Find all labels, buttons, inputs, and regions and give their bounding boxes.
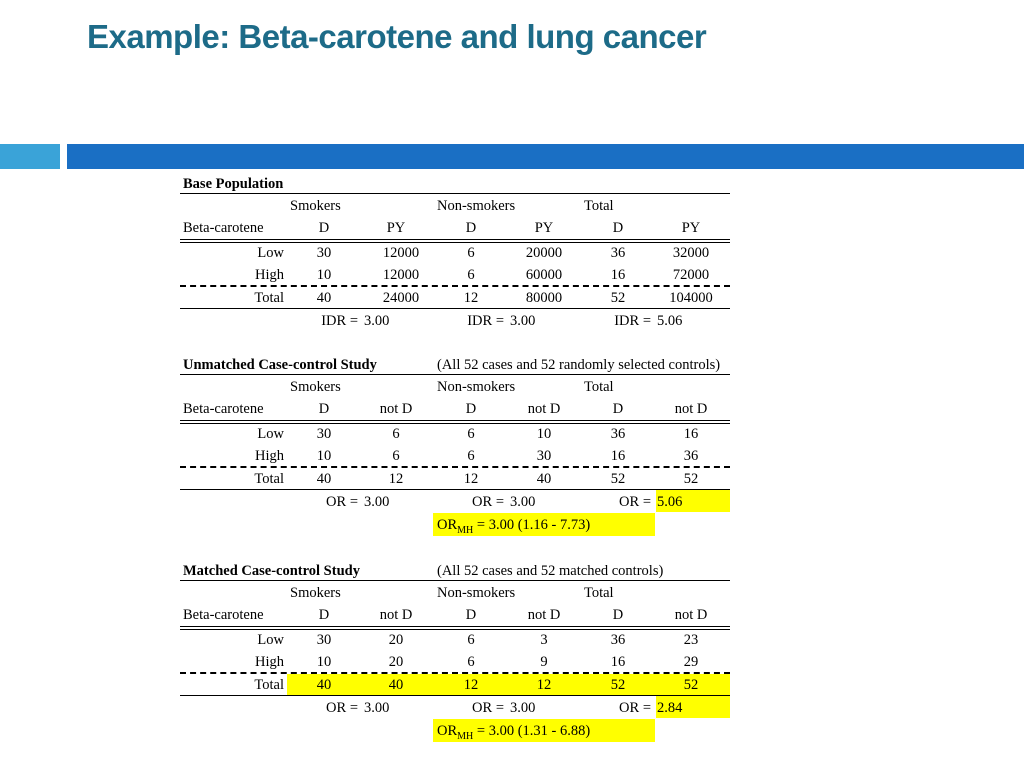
table-cell: 6 <box>392 448 400 464</box>
measure-row <box>180 491 730 513</box>
col-header: D <box>612 220 624 236</box>
table-cell: Low <box>257 632 284 648</box>
table-row <box>180 264 730 286</box>
table-cell: 3.00 <box>510 700 536 716</box>
table-cell: OR = <box>472 700 504 716</box>
table-cell: 24000 <box>382 290 420 306</box>
table-row <box>180 629 730 651</box>
table-cell: Smokers <box>290 379 341 395</box>
table-cell: 52 <box>683 471 699 487</box>
accent-bar-left <box>0 144 60 169</box>
table-cell: 6 <box>467 448 475 464</box>
table-cell: 40 <box>316 290 332 306</box>
table-cell: 52 <box>610 677 626 693</box>
table-cell: D <box>318 401 330 417</box>
col-header: D <box>465 220 477 236</box>
table-cell: D <box>612 607 624 623</box>
table-cell: not D <box>527 607 561 623</box>
table-row <box>180 242 730 264</box>
table-cell: 40 <box>536 471 552 487</box>
table-cell: 30 <box>316 426 332 442</box>
table-cell: 23 <box>683 632 699 648</box>
table-row-total <box>180 287 730 309</box>
table-cell: 36 <box>683 448 699 464</box>
table-cell: 30 <box>316 632 332 648</box>
group-header-total: Total <box>584 198 614 214</box>
table-cell: 20 <box>388 654 404 670</box>
table-cell: 9 <box>540 654 548 670</box>
table-cell: 12 <box>536 677 552 693</box>
table-cell: Total <box>254 471 284 487</box>
col-header: Beta-carotene <box>183 220 264 236</box>
table-cell: Beta-carotene <box>183 401 264 417</box>
table-cell: 52 <box>683 677 699 693</box>
table-cell: 10 <box>536 426 552 442</box>
section-heading: Matched Case-control Study <box>183 563 360 579</box>
group-header-smokers: Smokers <box>290 198 341 214</box>
measure-row <box>180 310 730 332</box>
table-cell: OR = <box>326 700 358 716</box>
table-cell: OR = <box>326 494 358 510</box>
table-cell: 3.00 <box>364 313 390 329</box>
table-cell: 5.06 <box>657 313 683 329</box>
table-cell: 3.00 <box>510 313 536 329</box>
table-cell: 20000 <box>525 245 563 261</box>
table-row <box>180 423 730 445</box>
col-header: D <box>318 220 330 236</box>
table-cell: not D <box>674 607 708 623</box>
table-cell: = 3.00 (1.31 - 6.88) <box>473 723 591 739</box>
table-cell: 72000 <box>672 267 710 283</box>
slide-title: Example: Beta-carotene and lung cancer <box>87 18 707 55</box>
table-cell: 36 <box>610 245 626 261</box>
table-cell: High <box>255 448 284 464</box>
table-cell: 10 <box>316 654 332 670</box>
table-cell: MH <box>457 524 474 536</box>
table-cell: 16 <box>610 654 626 670</box>
table-cell: 29 <box>683 654 699 670</box>
table-cell: 5.06 <box>657 494 683 510</box>
table-cell: 6 <box>467 632 475 648</box>
table-cell: D <box>612 401 624 417</box>
table-cell: 3.00 <box>364 700 390 716</box>
table-row <box>180 651 730 673</box>
table-cell: 12 <box>388 471 404 487</box>
table-cell: not D <box>674 401 708 417</box>
section-note: (All 52 cases and 52 matched controls) <box>437 563 664 579</box>
table-cell: 2.84 <box>657 700 683 716</box>
group-header-nonsmokers: Non-smokers <box>437 198 516 214</box>
table-cell: 80000 <box>525 290 563 306</box>
table-cell: OR = <box>619 700 651 716</box>
table-cell: 16 <box>610 267 626 283</box>
section-heading: Base Population <box>183 176 284 192</box>
table-cell: 30 <box>316 245 332 261</box>
table-cell: Total <box>584 379 614 395</box>
table-cell: 32000 <box>672 245 710 261</box>
table-cell: IDR = <box>467 313 504 329</box>
table-cell: IDR = <box>321 313 358 329</box>
table-cell: 6 <box>467 245 475 261</box>
table-cell: 3 <box>540 632 548 648</box>
table-cell: 10 <box>316 267 332 283</box>
table-cell: 3.00 <box>364 494 390 510</box>
table-row <box>180 445 730 467</box>
table-cell: OR <box>437 723 458 739</box>
table-cell: OR = <box>472 494 504 510</box>
or-mh-row <box>180 514 730 536</box>
table-cell: Non-smokers <box>437 585 516 601</box>
table-cell: 40 <box>316 677 332 693</box>
table-cell: 104000 <box>669 290 713 306</box>
table-cell: 6 <box>467 267 475 283</box>
table-cell: not D <box>379 607 413 623</box>
table-row-total <box>180 468 730 490</box>
table-cell: 12 <box>463 677 479 693</box>
table-cell: 6 <box>467 426 475 442</box>
table-cell: Non-smokers <box>437 379 516 395</box>
table-cell: 20 <box>388 632 404 648</box>
table-cell: 6 <box>467 654 475 670</box>
table-cell: Beta-carotene <box>183 607 264 623</box>
table-cell: 40 <box>388 677 404 693</box>
table-cell: 52 <box>610 471 626 487</box>
table-cell: High <box>255 654 284 670</box>
section-note: (All 52 cases and 52 randomly selected controls) <box>437 357 721 373</box>
table-cell: D <box>465 607 477 623</box>
table-row-total <box>180 674 730 696</box>
col-header: PY <box>534 220 554 236</box>
table-cell: Low <box>257 426 284 442</box>
table-cell: 3.00 <box>510 494 536 510</box>
table-cell: 52 <box>610 290 626 306</box>
table-cell: 36 <box>610 632 626 648</box>
section-heading: Unmatched Case-control Study <box>183 357 377 373</box>
accent-bar-main <box>67 144 1024 169</box>
table-cell: 10 <box>316 448 332 464</box>
col-header: PY <box>386 220 406 236</box>
table-cell: 40 <box>316 471 332 487</box>
table-cell: 12 <box>463 290 479 306</box>
table-cell: D <box>318 607 330 623</box>
table-cell: OR <box>437 517 458 533</box>
table-cell: High <box>255 267 284 283</box>
table-cell: Smokers <box>290 585 341 601</box>
table-cell: 60000 <box>525 267 563 283</box>
or-mh-row <box>180 720 730 742</box>
table-cell: 12 <box>463 471 479 487</box>
table-cell: not D <box>379 401 413 417</box>
table-cell: 30 <box>536 448 552 464</box>
table-cell: not D <box>527 401 561 417</box>
table-cell: Total <box>584 585 614 601</box>
table-cell: IDR = <box>614 313 651 329</box>
table-cell: Low <box>257 245 284 261</box>
table-cell: 16 <box>683 426 699 442</box>
table-cell: 6 <box>392 426 400 442</box>
measure-row <box>180 697 730 719</box>
table-cell: Total <box>254 290 284 306</box>
table-cell: 16 <box>610 448 626 464</box>
table-cell: MH <box>457 730 474 742</box>
table-cell: = 3.00 (1.16 - 7.73) <box>473 517 591 533</box>
table-cell: OR = <box>619 494 651 510</box>
table-cell: Total <box>254 677 284 693</box>
table-cell: 36 <box>610 426 626 442</box>
table-cell: 12000 <box>382 267 420 283</box>
table-cell: D <box>465 401 477 417</box>
col-header: PY <box>681 220 701 236</box>
table-cell: 12000 <box>382 245 420 261</box>
